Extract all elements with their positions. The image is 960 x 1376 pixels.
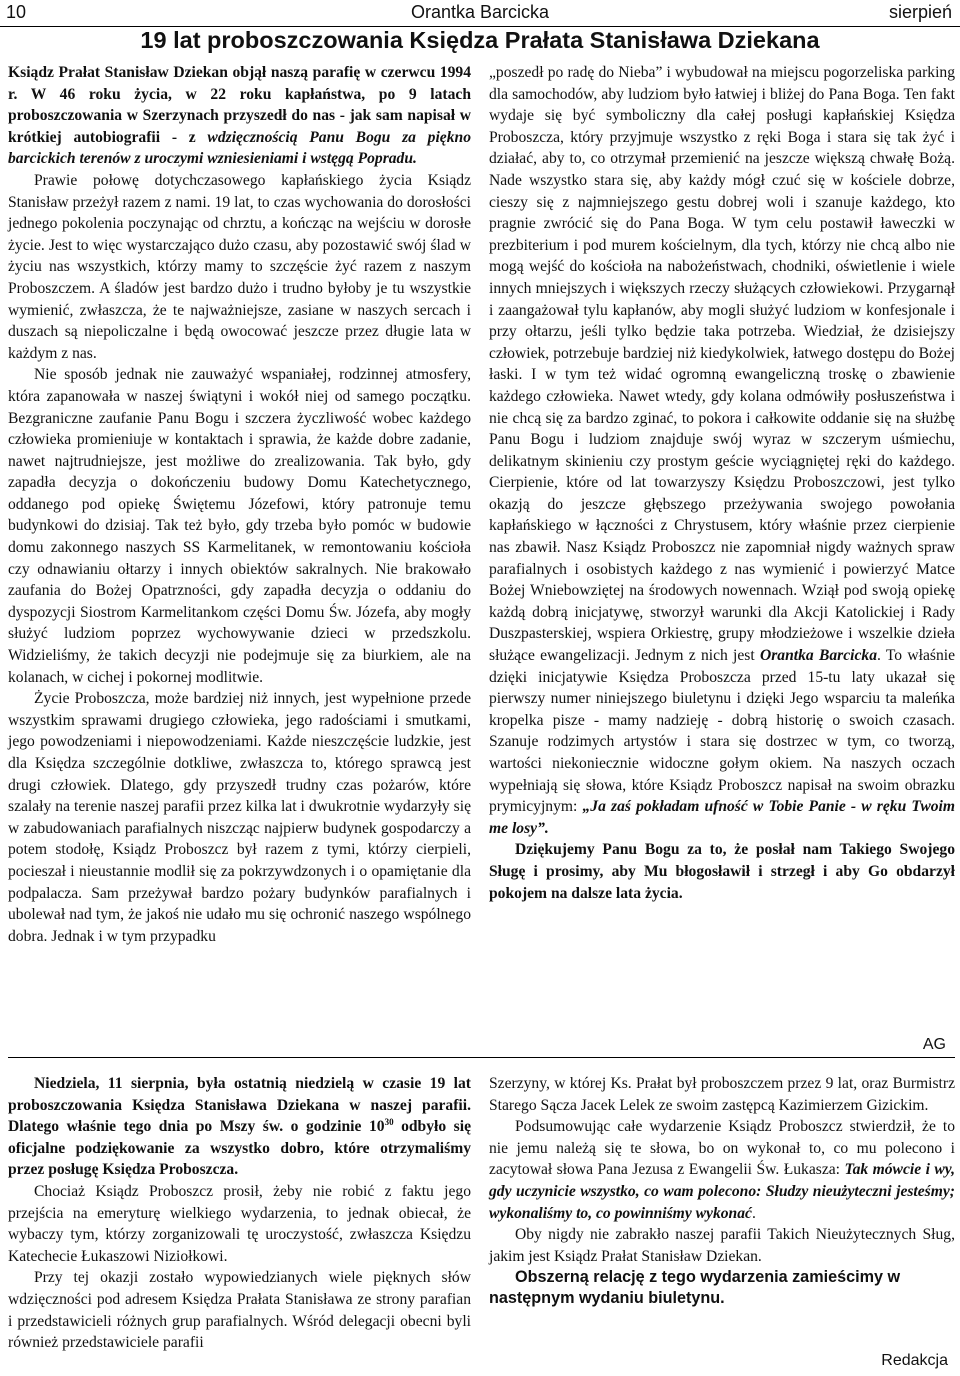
- article2-column-1: [8, 1073, 471, 1354]
- article2-signature: Redakcja: [881, 1352, 948, 1369]
- article1-paragraph-2: Nie sposób jednak nie zauważyć wspaniałej, rodzinnej atmosfery, która zapanowała w naszej świątyni i wokół niej od samego początku. Bezgraniczne zaufanie Panu Bogu i szczera życzliwość wobec każdego człowieka promieniuje w kontaktach i sprawia, że każde dobre zadanie, nawet najtrudniejsze, jest możliwe do zrealizowania. Tak było, gdy zapadła decyzja o dokończeniu budowy Domu Katechetycznego, oddanego pod opiekę Świętemu Józefowi, który patronuje temu budynkowi do dzisiaj. Tak też było, gdy trzeba było pomóc w budowie domu zakonnego naszych SS Karmelitanek, w remontowaniu kościoła czy odnawianiu ołtarzy i innych obiektów sakralnych. Nie brakowało zaufania do Bożej Opatrzności, gdy zapadła decyzja o oddaniu do dyspozycji Siostrom Karmelitankom części Domu Św. Józefa, aby mogły służyć ludziom poprzez wychowywanie dzieci w przedszkolu. Widzieliśmy, że takich decyzji nie podejmuje się za biurkiem, ale na kolanach, w cichej i pokornej modlitwie.: [8, 366, 471, 686]
- article2-p4-text: Podsumowując całe wydarzenie Ksiądz Proboszcz stwierdził, że to nie jemu należą się te słowa, bo on wykonał to, co mu polecono i zacytował słowa Pana Jezusa z Ewangelii Św. Łukasza:: [489, 1118, 955, 1179]
- magazine-mention: Orantka Barcicka: [759, 647, 877, 665]
- article1-p4-text: „poszedł po radę do Nieba” i wybudował na miejscu pogorzeliska parking dla samochodów, aby ludziom było łatwiej i bliżej do Pana Boga. Ten fakt wydaje się być symboliczny dla całej posługi kapłańskiej Księdza Proboszcza, który przyjmuje wszystko z ręki Boga i stara się tak żyć i działać, aby to, co otrzymał przemienić na jeszcze większą chwałę Bożą. Nade wszystko stara się, aby każdy mógł czuć się w kościele dobrze, cieszy się z najmniejszego gestu dobrej woli i szanuje każdego, kto pragnie zwrócić się do Pana Boga. W tym celu postawił ławeczki w prezbiterium i pod murem kościelnym, dla tych, którzy nie chcą albo nie mogą wejść do kościoła na nabożeństwach, chodniki, oświetlenie i wiele innych mniejszych i większych rzeczy służących człowiekowi. Przygarnął i zaangażował tylu kapłanów, aby mogli służyć ludziom w konfesjonale i przy ołtarzu, jeśli tylko będzie taka potrzeba. Wiedział, że dzisiejszy człowiek, potrzebuje bardziej niż kiedykolwiek, łatwego dostępu do Bożej łaski. I w tym też widać ogromną ewangeliczną troskę o zbawienie każdego człowieka. Nawet wtedy, gdy kolana odmówiły posłuszeństwa i nie chcą się za bardzo zginać, to pokora i całkowite oddanie się na służbę Panu Bogu i ludziom znajduje swój wyraz w szczerym uśmiechu, delikatnym skinieniu czy prostym geście wyciągniętej ręki do każdego. Cierpienie, które od lat towarzyszy Księdzu Proboszczowi, jest tylko okazją do jeszcze głębszego przeżywania swojego powołania kapłańskiego w łączności z Chrystusem, który właśnie przez cierpienie nas zbawił. Nasz Ksiądz Proboszcz nie zapomniał nigdy ważnych spraw parafialnych i osobistych każdego z nas wymienić i powierzyć Matce Bożej Wniebowziętej na środowych nowennach. Wziął pod swoją opiekę każdą dobrą inicjatywę, stworzył warunki dla Akcji Katolickiej i Rady Duszpasterskiej, wspiera Orkiestrę, grupy młodzieżowe i wszelkie dzieła służące ewangelizacji. Jednym z nich jest: [489, 64, 955, 665]
- article-title: 19 lat proboszczowania Księdza Prałata Stanisława Dziekana: [140, 27, 820, 53]
- issue-month: sierpień: [888, 2, 952, 22]
- article2-paragraph-5: Oby nigdy nie zabrakło naszej parafii Takich Nieużytecznych Sług, jakim jest Ksiądz Prałat Stanisław Dziekan.: [489, 1226, 955, 1265]
- article1-paragraph-1: Prawie połowę dotychczasowego kapłańskiego życia Ksiądz Stanisław przeżył razem z nami. 19 lat, to czas wychowania do dorosłości jednego pokolenia poczynając od chrztu, a kończąc na wejściu w dorosłe życie. Jest to więc wystarczająco dużo czasu, aby pozostawić swój ślad w życiu nas wszystkich, którzy mamy to szczęście żyć razem z naszym Proboszczem. A śladów jest bardzo dużo i trudno byłoby je tu wszystkie wymienić, zwłaszcza, że te najważniejsze, zasiane w naszych sercach i duszach są niepoliczalne i będą owocować jeszcze przez długie lata w każdym z nas.: [8, 171, 471, 362]
- article2-note: Obszerną relację z tego wydarzenia zamieścimy w następnym wydaniu biuletynu.: [489, 1268, 901, 1308]
- article1-closing-thanks: Dziękujemy Panu Bogu za to, że posłał nam Takiego Swojego Sługę i prosimy, aby Mu błogosławił i strzegł i aby Go obdarzył pokojem na dalsze lata życia.: [489, 841, 955, 902]
- article1-paragraph-4: [489, 62, 955, 839]
- gospel-quote: Tak mówcie i wy, gdy uczynicie wszystko, co wam polecono: Słudzy nieużyteczni jesteśmy; wykonaliśmy to, co powinniśmy wykonać: [489, 1161, 956, 1222]
- article2-paragraph-2: Przy tej okazji zostało wypowiedzianych wiele pięknych słów wdzięczności pod adresem Księdza Prałata Stanisława ze strony parafian i przedstawicieli różnych grup parafialnych. Wśród delegacji obecni byli również przedstawiciele parafii: [8, 1269, 471, 1352]
- article1-signature: AG: [922, 1036, 946, 1053]
- article2-lead-a: Niedziela, 11 sierpnia, była ostatnią niedzielą w czasie 19 lat proboszczowania Księdza Stanisława Dziekana w naszej parafii. Dlatego właśnie tego dnia po Mszy św. o godzinie 10: [8, 1075, 471, 1136]
- section-divider: [8, 1057, 955, 1058]
- article2-paragraph-1: Chociaż Ksiądz Proboszcz prosił, żeby nie robić z faktu jego przejścia na emeryturę wielkiego wydarzenia, to jednak obiecał, że wybaczy tym, którzy zorganizowali tę uroczystość, zwłaszcza Księdzu Katechecie Łukaszowi Niziołkowi.: [8, 1182, 471, 1265]
- article2-lead-b: odbyło się oficjalne podziękowanie za wszystko dobro, które otrzymaliśmy przez posługę Księdza Proboszcza.: [8, 1118, 471, 1179]
- page-header: [0, 0, 960, 27]
- article1-column-1: [8, 62, 471, 947]
- article1-lead-bold: Ksiądz Prałat Stanisław Dziekan objął naszą parafię w czerwcu 1994 r. W 46 roku życia, w 22 roku kapłaństwa, po 9 latach proboszczowania w Szerzynach przyszedł do nas - jak sam napisał w krótkiej autobiografii - z: [8, 64, 471, 146]
- article1-lead: [8, 62, 471, 170]
- time-superscript: 30: [384, 1117, 394, 1127]
- article2-p4-end: .: [751, 1204, 756, 1222]
- article1-column-2: [489, 62, 955, 904]
- article2-lead: [8, 1073, 471, 1181]
- motto-quote: „Ja zaś pokładam ufność w Tobie Panie - w ręku Twoim me losy”.: [489, 798, 955, 837]
- magazine-name: Orantka Barcicka: [410, 2, 550, 22]
- article1-lead-italic: wdzięcznością Panu Bogu za piękno barcickich terenów z uroczymi wzniesieniami i wstęgą Popradu.: [8, 128, 471, 168]
- page-number: 10: [6, 2, 27, 22]
- article2-paragraph-4: [489, 1116, 955, 1224]
- article2-column-2: [489, 1073, 955, 1309]
- article1-p4-rest: . To właśnie dzięki inicjatywie Księdza Proboszcza przed 15-tu laty ukazał się pierwszy numer niniejszego biuletynu i dzięki Jego wsparciu ta maleńka kropelka pisze - mamy nadzieję - dobrą historię o swoich czasach. Szanuje rodzimych artystów i stara się dostrzec w tym, co tworzą, wartości niekoniecznie widoczne gołym okiem. Na naszych oczach wypełniają się słowa, które Ksiądz Proboszcz napisał na swoim obrazku prymicyjnym:: [489, 647, 955, 816]
- article1-paragraph-3: Życie Proboszcza, może bardziej niż innych, jest wypełnione przede wszystkim sprawami drugiego człowieka, jego radościami i smutkami, jego powodzeniami i niepowodzeniami. Każde nieszczęście ludzkie, jest dla Księdza szczególnie dotkliwe, zwłaszcza to, którego sprawcą jest drugi człowiek. Dlatego, gdy przyszedł trudny czas pożarów, które szalały na terenie naszej parafii przez kilka lat i dwukrotnie wydarzyły się w zabudowaniach parafialnych niszcząc najpierw budynek gospodarczy a potem stodołę, Ksiądz Proboszcz był razem z tymi, którzy cierpieli, pocieszał i nieustannie modlił się za pokrzywdzonych i o opamiętanie dla podpalacza. Sam przeżywał bardzo pożary budynków parafialnych i ubolewał nad tym, że jakoś nie udało mu się ochronić naszego wspólnego dobra. Jednak i w tym przypadku: [8, 690, 471, 945]
- article2-paragraph-3: Szerzyny, w której Ks. Prałat był proboszczem przez 9 lat, oraz Burmistrz Starego Sącza Jacek Lelek ze swoim zastępcą Kazimierzem Gizickim.: [489, 1075, 955, 1114]
